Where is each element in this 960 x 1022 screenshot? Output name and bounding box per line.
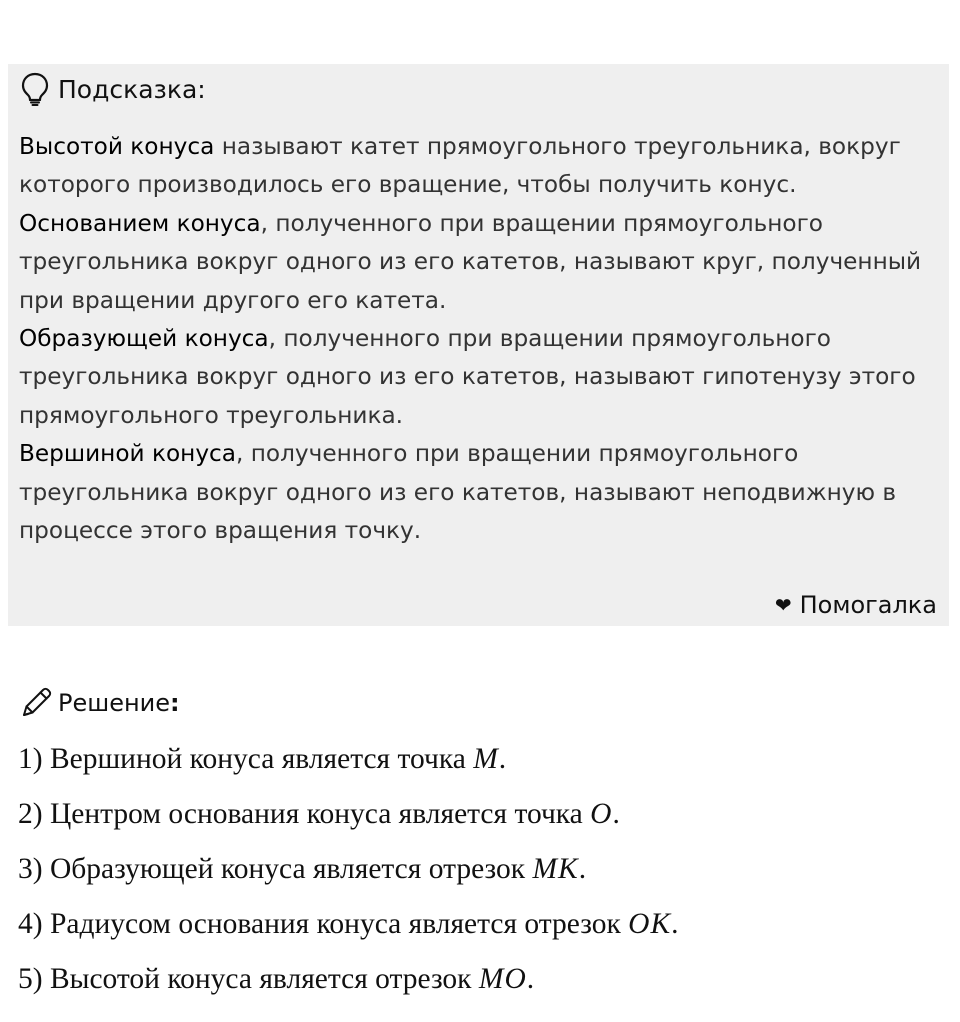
solution-header [18,683,180,723]
hint-definition: , полученного при вращении прямоугольного треугольника вокруг одного из его катетов, называют круг, полученный при вращении другого его катета. [19,209,922,314]
hint-paragraph [19,435,939,550]
solution-item-variable: MK [532,853,579,885]
hint-paragraph [19,128,939,205]
solution-item [18,793,938,848]
solution-list [18,738,938,1013]
solution-item-variable: O [590,798,613,830]
solution-item-end: . [671,908,679,940]
solution-item-variable: OK [628,908,672,940]
solution-item [18,848,938,903]
solution-item [18,903,938,958]
solution-colon: : [170,689,180,717]
credit[interactable] [775,591,937,619]
lightbulb-icon [20,72,50,106]
solution-title: Решение [58,689,171,717]
hint-text [19,128,939,550]
solution-item-text: 3) Образующей конуса является отрезок [18,853,533,885]
hint-definition: , полученного при вращении прямоугольного треугольника вокруг одного из его катетов, называют неподвижную в процессе этого вращения точку. [19,440,897,545]
hint-definition: , полученного при вращении прямоугольного треугольника вокруг одного из его катетов, называют гипотенузу этого прямоугольного треугольника. [19,325,916,429]
solution-item [18,738,938,793]
solution-item-text: 2) Центром основания конуса является точка [18,798,591,830]
solution-item-text: 4) Радиусом основания конуса является отрезок [18,908,629,940]
solution-item-text: 5) Высотой конуса является отрезок [18,963,479,995]
solution-item-variable: M [473,743,499,775]
credit-label: Помогалка [799,591,937,619]
solution-item-end: . [612,798,620,830]
solution-item-text: 1) Вершиной конуса является точка [18,743,474,775]
hint-definition: называют катет прямоугольного треугольника, вокруг которого производилось его вращение, чтобы получить конус. [19,133,901,199]
hint-paragraph [19,320,939,435]
solution-item-variable: MO [478,963,527,995]
solution-item-end: . [526,963,535,995]
hint-term: Образующей конуса [19,325,269,353]
hint-box [8,64,949,626]
solution-item-end: . [578,853,587,885]
hint-term: Основанием конуса [19,209,261,237]
hint-paragraph [19,205,939,320]
solution-item [18,958,938,1013]
hint-header [20,70,206,108]
pencil-icon [18,685,54,721]
solution-item-end: . [498,743,507,775]
hint-title: Подсказка: [58,74,206,104]
heart-icon: ❤ [774,593,792,617]
hint-term: Вершиной конуса [19,440,236,468]
hint-term: Высотой конуса [19,133,215,160]
